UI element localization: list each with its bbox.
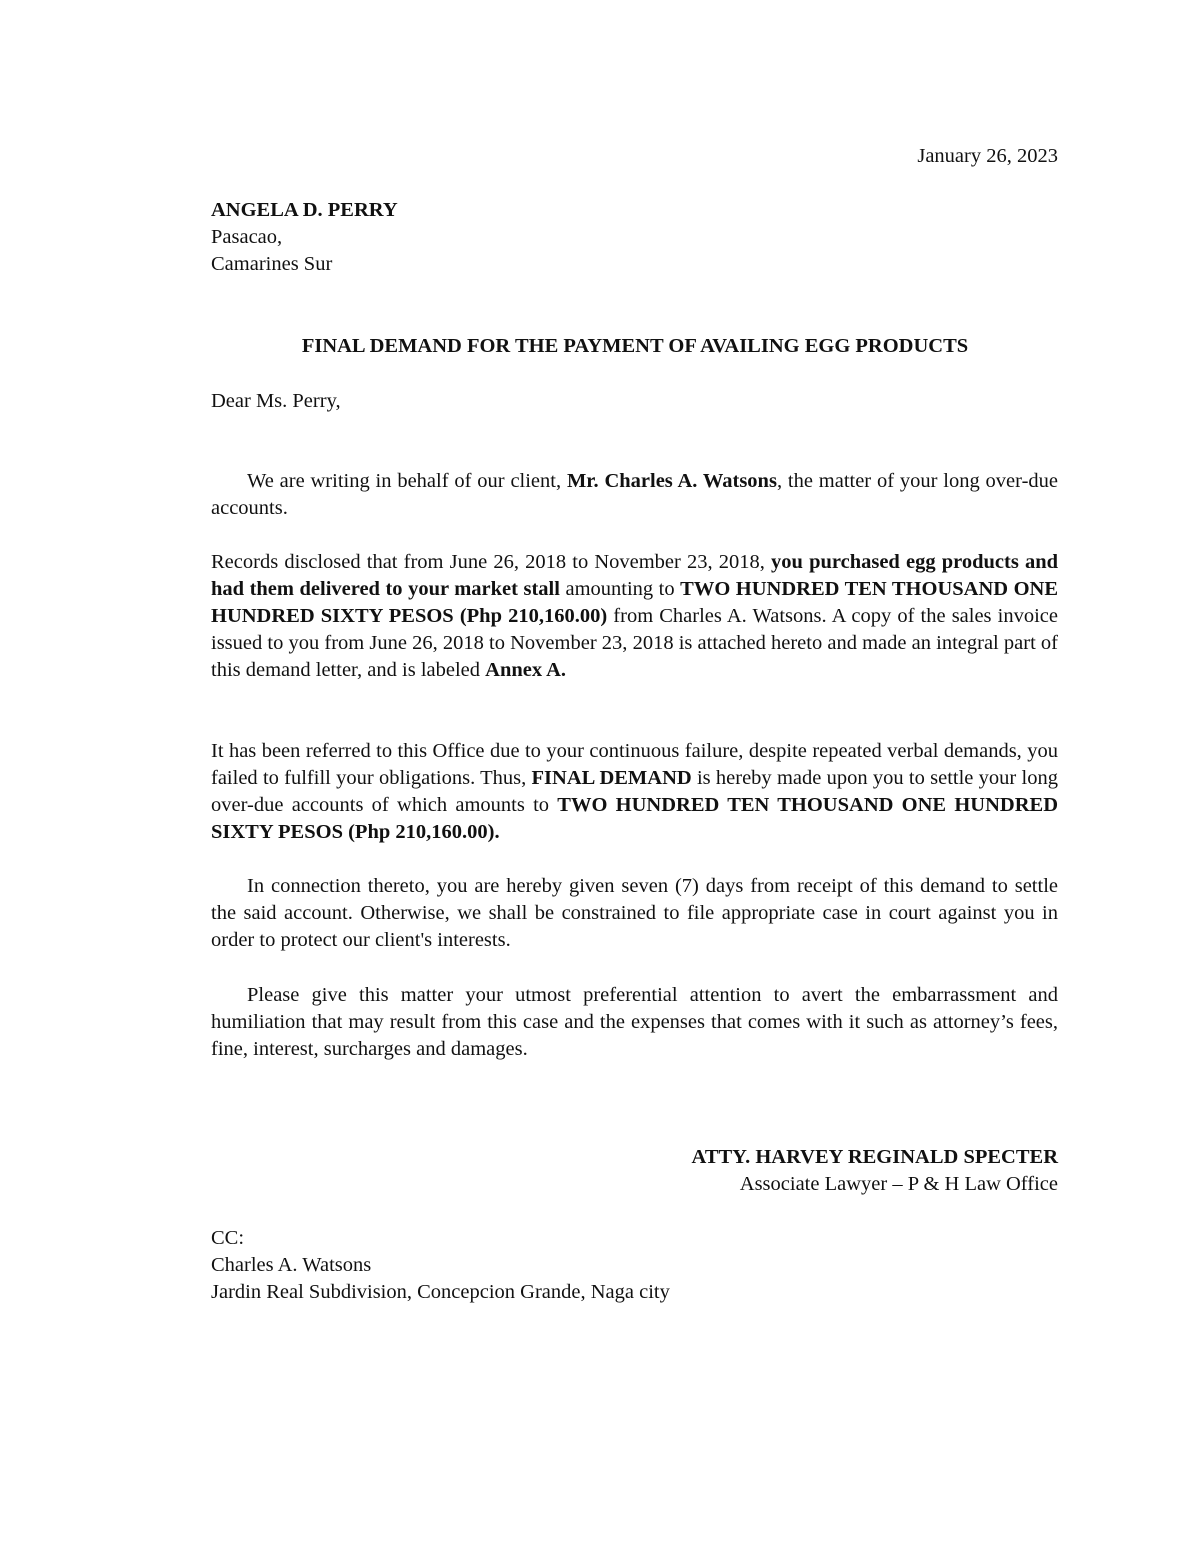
recipient-name: ANGELA D. PERRY <box>211 199 398 221</box>
cc-address: Jardin Real Subdivision, Concepcion Grande, Naga city <box>211 1281 670 1303</box>
salutation: Dear Ms. Perry, <box>211 390 341 412</box>
client-name: Mr. Charles A. Watsons <box>566 470 777 492</box>
paragraph-2-text-mid2: from Charles A. Watsons. A copy of the sales invoice issued to you from June 26, 2018 to November 23, 2018 is attached hereto and made an integral part of this demand letter, and is labeled <box>211 605 1058 681</box>
paragraph-3-text-mid1: is hereby made upon you to settle your long over-due accounts of which amounts to <box>211 767 1058 816</box>
final-demand-label: FINAL DEMAND <box>531 767 692 789</box>
paragraph-5: Please give this matter your utmost preferential attention to avert the embarrassment and humiliation that may result from this case and the expenses that comes with it such as attorney’s fees, fine, interest, surcharges and damages. <box>211 984 1058 1060</box>
annex-label: Annex A. <box>485 659 567 681</box>
letter-date: January 26, 2023 <box>917 145 1058 167</box>
purchase-statement: you purchased egg products and had them delivered to your market stall <box>211 551 1058 600</box>
paragraph-2 <box>211 549 1058 684</box>
letter-subject: FINAL DEMAND FOR THE PAYMENT OF AVAILING EGG PRODUCTS <box>301 335 969 357</box>
cc-name: Charles A. Watsons <box>211 1254 372 1276</box>
amount-due: TWO HUNDRED TEN THOUSAND ONE HUNDRED SIXTY PESOS (Php 210,160.00) <box>211 578 1059 627</box>
paragraph-2-text-pre: Records disclosed that from June 26, 2018 to November 23, 2018, <box>211 551 772 573</box>
paragraph-3-text-pre: It has been referred to this Office due to your continuous failure, despite repeated verbal demands, you failed to fulfill your obligations. Thus, <box>211 740 1058 789</box>
paragraph-1-text-post: , the matter of your long over-due accounts. <box>211 470 1058 519</box>
cc-label: CC: <box>211 1227 245 1249</box>
paragraph-1 <box>211 468 1058 522</box>
recipient-address-line1: Pasacao, <box>211 226 283 248</box>
amount-due-repeat: TWO HUNDRED TEN THOUSAND ONE HUNDRED SIXTY PESOS (Php 210,160.00). <box>211 794 1059 843</box>
cc-block <box>211 1225 670 1306</box>
recipient-address-line2: Camarines Sur <box>211 253 333 275</box>
signature-block <box>692 1144 1058 1198</box>
signatory-title: Associate Lawyer – P & H Law Office <box>739 1173 1058 1195</box>
recipient-block <box>211 197 398 278</box>
paragraph-1-text-pre: We are writing in behalf of our client, <box>247 470 567 492</box>
paragraph-4: In connection thereto, you are hereby given seven (7) days from receipt of this demand to settle the said account. Otherwise, we shall be constrained to file appropriate case in court against you in order to protect our client's interests. <box>211 875 1058 951</box>
paragraph-2-text-mid1: amounting to <box>559 578 681 600</box>
paragraph-3 <box>211 738 1058 846</box>
signatory-name: ATTY. HARVEY REGINALD SPECTER <box>691 1146 1058 1168</box>
